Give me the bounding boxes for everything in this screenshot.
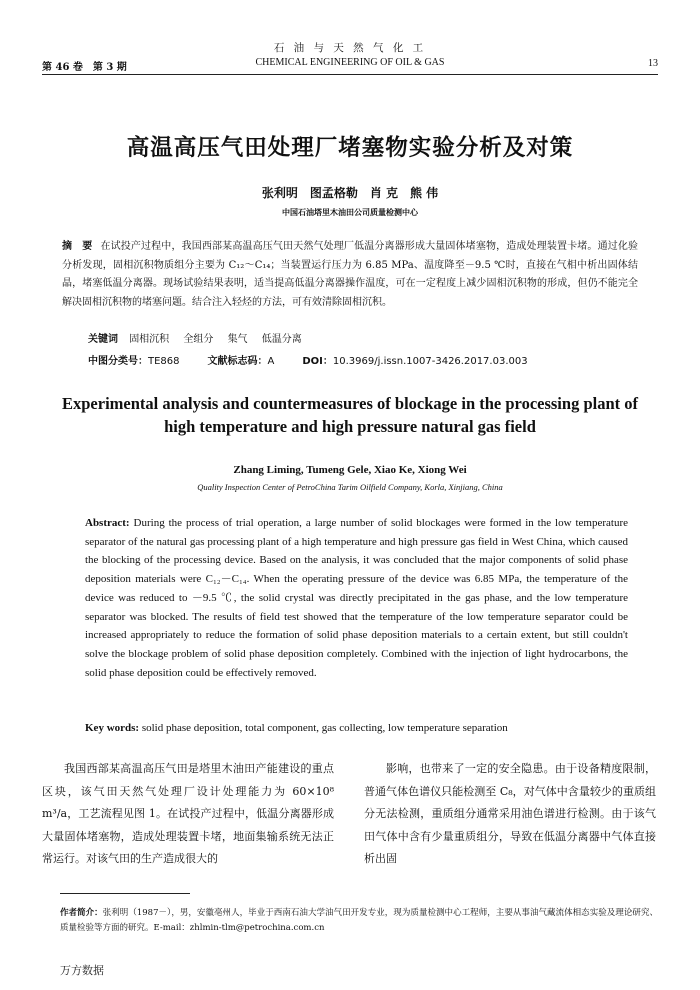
page-number: 13 bbox=[648, 58, 658, 69]
keyword-cn-item: 固相沉积 bbox=[129, 334, 170, 345]
authors-en: Zhang Liming, Tumeng Gele, Xiao Ke, Xiong Wei bbox=[233, 464, 467, 476]
footnote-label: 作者简介： bbox=[60, 908, 103, 918]
abstract-cn-text: 在试投产过程中，我国西部某高温高压气田天然气处理厂低温分离器形成大量固体堵塞物，造成处理装置卡堵。通过化验分析发现，固相沉积物质组分主要为 C₁₂～C₁₄；当装置运行压力为 6.85 MPa、温度降至－9.5 ℃时，直接在气相中析出固体结晶，堵塞低温分离器。现场试验结果表明，适当提高低温分离器操作温度，可在一定程度上减少固相沉积物的形成，但仍不能完全解决固相沉积物的堵塞问题。结合注入轻烃的方法，可有效清除固相沉积。 bbox=[62, 241, 639, 308]
body-right-column: 影响，也带来了一定的安全隐患。由于设备精度限制，普通气体色谱仪只能检测至 C₈，对气体中含量较少的重质组分无法检测，重质组分通常采用油色谱进行检测。由于该气田气体中含有少量重质组分，导致在低温分离器中气体直接析出固 bbox=[364, 762, 656, 865]
keyword-cn-item: 全组分 bbox=[183, 334, 214, 345]
keyword-cn-item: 低温分离 bbox=[261, 334, 302, 345]
doc-code-label: 文献标志码： bbox=[207, 356, 268, 367]
affiliation-cn: 中国石油塔里木油田公司质量检测中心 bbox=[282, 207, 418, 217]
body-left-column: 我国西部某高温高压气田是塔里木油田产能建设的重点区块，该气田天然气处理厂设计处理能力为 60×10⁸ m³/a，工艺流程见图 1。在试投产过程中，低温分离器形成大量固体堵塞物，造成处理装置卡堵，地面集输系统无法正常运行。对该气田的生产造成很大的 bbox=[42, 762, 334, 865]
page-header bbox=[42, 40, 658, 80]
clc-value: TE868 bbox=[148, 356, 180, 367]
keyword-cn-item: 集气 bbox=[227, 334, 248, 345]
keywords-en bbox=[85, 722, 640, 734]
abstract-en bbox=[85, 514, 628, 682]
keywords-cn-label: 关键词 bbox=[88, 334, 118, 345]
volume-issue: 第 46 卷 第 3 期 bbox=[42, 62, 127, 73]
keywords-cn bbox=[88, 330, 638, 345]
doi-value: 10.3969/j.issn.1007-3426.2017.03.003 bbox=[332, 356, 528, 367]
footnote-rule bbox=[60, 893, 190, 894]
paper-title-en: Experimental analysis and countermeasures of blockage in the processing plant of high temperature and high pressure natural gas field bbox=[62, 394, 638, 436]
authors-cn: 张利明 图孟格勒 肖 克 熊 伟 bbox=[261, 186, 439, 200]
paper-title-cn: 高温高压气田处理厂堵塞物实验分析及对策 bbox=[126, 135, 574, 161]
affiliation-en: Quality Inspection Center of PetroChina Tarim Oilfield Company, Korla, Xinjiang, China bbox=[197, 482, 503, 492]
abstract-cn-label: 摘 要 bbox=[62, 241, 93, 252]
journal-title-cn: 石 油 与 天 然 气 化 工 bbox=[273, 42, 427, 54]
doc-code-value: A bbox=[267, 356, 275, 367]
classification-line bbox=[88, 352, 650, 367]
keywords-en-label: Key words: bbox=[85, 722, 140, 734]
journal-title-en: CHEMICAL ENGINEERING OF OIL & GAS bbox=[255, 57, 445, 68]
abstract-cn bbox=[62, 238, 638, 312]
abstract-en-text: During the process of trial operation, a large number of solid blockages were formed in the low temperature separator of the natural gas processing plant of a high temperature and high pressure gas field in West China, which caused the blocking of the processing device. Based on the analysis, it was concluded that the major components of solid phase deposition materials were C₁₂－C₁₄. When the operating pressure of the device was 6.85 MPa, the temperature of the device was reduced to －9.5 ℃, the solid crystal was directly precipitated in the gas phase, and the low temperature separator was blocked. The results of field test showed that the temperature of the low temperature separator could be increased appropriately to reduce the formation of solid phase deposition materials to a certain extent, but still couldn't solve the blockage problem of solid phase deposition completely. Combined with the injection of light hydrocarbons, the solid phase deposition could be effectively removed. bbox=[85, 517, 628, 679]
doi-label: DOI： bbox=[302, 356, 333, 367]
author-footnote bbox=[60, 906, 658, 936]
clc-label: 中图分类号： bbox=[88, 356, 148, 367]
header-rule bbox=[42, 74, 658, 75]
watermark: 万方数据 bbox=[60, 964, 104, 977]
footnote-text: 张利明（1987－），男，安徽亳州人，毕业于西南石油大学油气田开发专业，现为质量检测中心工程师，主要从事油气藏流体相态实验及理论研究、质量检验等方面的研究。E-mail：zhlmin-tlm@petrochina.com.cn bbox=[60, 908, 658, 933]
abstract-en-label: Abstract: bbox=[85, 517, 130, 529]
keywords-en-text: solid phase deposition, total component, gas collecting, low temperature separation bbox=[139, 722, 508, 734]
